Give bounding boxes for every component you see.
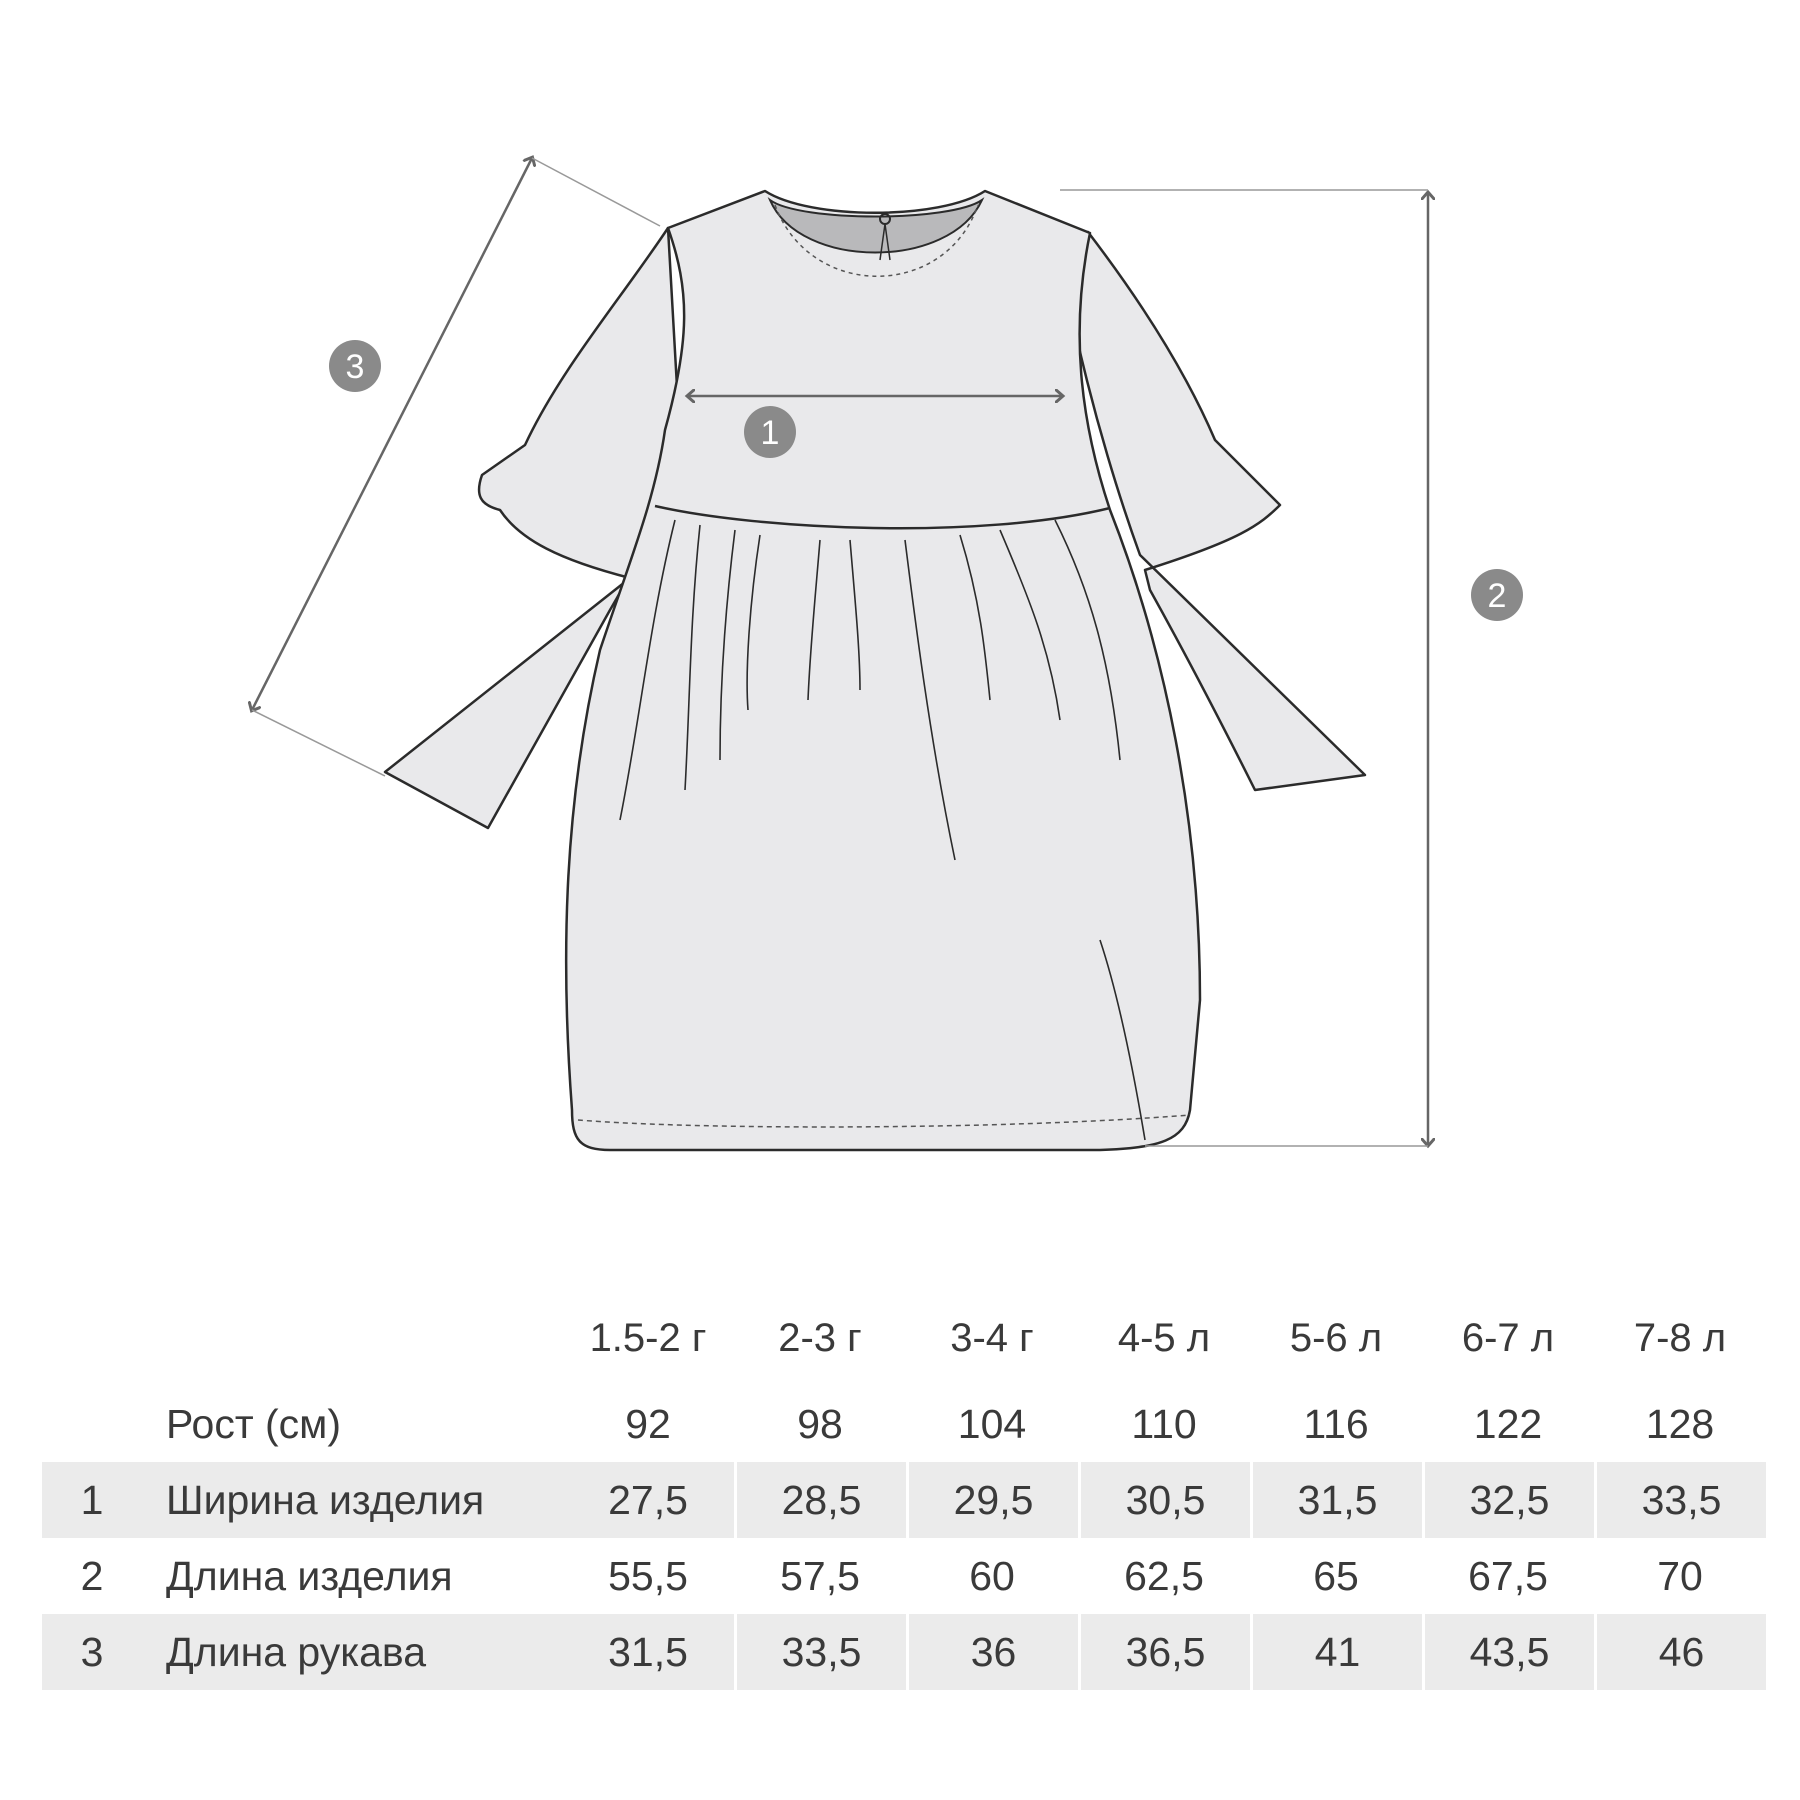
size-header: 1.5-2 г: [589, 1315, 707, 1360]
table-cell: 62,5: [1124, 1552, 1204, 1599]
row-label: Длина рукава: [142, 1614, 562, 1690]
row-number: 3: [42, 1614, 142, 1690]
table-cell: 36,5: [1078, 1614, 1250, 1690]
table-cell: 27,5: [562, 1462, 734, 1538]
table-cell: 122: [1473, 1400, 1543, 1447]
blank-cell: [142, 1300, 562, 1376]
table-cell: 128: [1645, 1400, 1715, 1447]
table-cell: 67,5: [1468, 1552, 1548, 1599]
row-label: Рост (см): [166, 1400, 342, 1447]
row-number: 1: [42, 1462, 142, 1538]
marker-badge-1: [744, 406, 796, 458]
row-number: 2: [80, 1552, 104, 1599]
table-cell: 28,5: [734, 1462, 906, 1538]
table-row: [42, 1538, 1766, 1614]
blank-cell: [42, 1300, 142, 1376]
table-cell: 92: [625, 1400, 671, 1447]
table-cell: 110: [1131, 1400, 1197, 1447]
table-cell: 46: [1594, 1614, 1766, 1690]
marker-badge-2: [1471, 569, 1523, 621]
height-row: [42, 1386, 1766, 1462]
row-label: Ширина изделия: [142, 1462, 562, 1538]
size-table: [42, 1300, 1766, 1690]
table-cell: 29,5: [906, 1462, 1078, 1538]
table-cell: 30,5: [1078, 1462, 1250, 1538]
measure-sleeve-line: [252, 158, 532, 710]
table-row: [42, 1614, 1766, 1690]
table-cell: 36: [906, 1614, 1078, 1690]
table-cell: 65: [1313, 1552, 1359, 1599]
row-label: Длина изделия: [166, 1552, 453, 1599]
marker-badge-3: [329, 340, 381, 392]
size-header: 2-3 г: [778, 1315, 862, 1360]
table-row: [42, 1462, 1766, 1538]
table-cell: 116: [1303, 1400, 1369, 1447]
table-cell: 31,5: [562, 1614, 734, 1690]
size-header: 6-7 л: [1461, 1315, 1555, 1360]
size-header: 7-8 л: [1633, 1315, 1727, 1360]
svg-text:1: 1: [760, 414, 780, 452]
table-cell: 98: [797, 1400, 843, 1447]
size-header: 4-5 л: [1117, 1315, 1211, 1360]
svg-text:2: 2: [1487, 577, 1507, 615]
svg-text:3: 3: [345, 348, 365, 386]
table-cell: 55,5: [608, 1552, 688, 1599]
table-cell: 70: [1657, 1552, 1703, 1599]
table-cell: 57,5: [780, 1552, 860, 1599]
size-header: 3-4 г: [950, 1315, 1034, 1360]
table-cell: 104: [957, 1400, 1027, 1447]
table-cell: 41: [1250, 1614, 1422, 1690]
size-header: 5-6 л: [1289, 1315, 1383, 1360]
table-cell: 60: [969, 1552, 1015, 1599]
row-number: [42, 1386, 142, 1462]
table-cell: 43,5: [1422, 1614, 1594, 1690]
table-cell: 32,5: [1422, 1462, 1594, 1538]
table-cell: 31,5: [1250, 1462, 1422, 1538]
table-cell: 33,5: [734, 1614, 906, 1690]
size-header-row: [42, 1300, 1766, 1376]
table-cell: 33,5: [1594, 1462, 1766, 1538]
